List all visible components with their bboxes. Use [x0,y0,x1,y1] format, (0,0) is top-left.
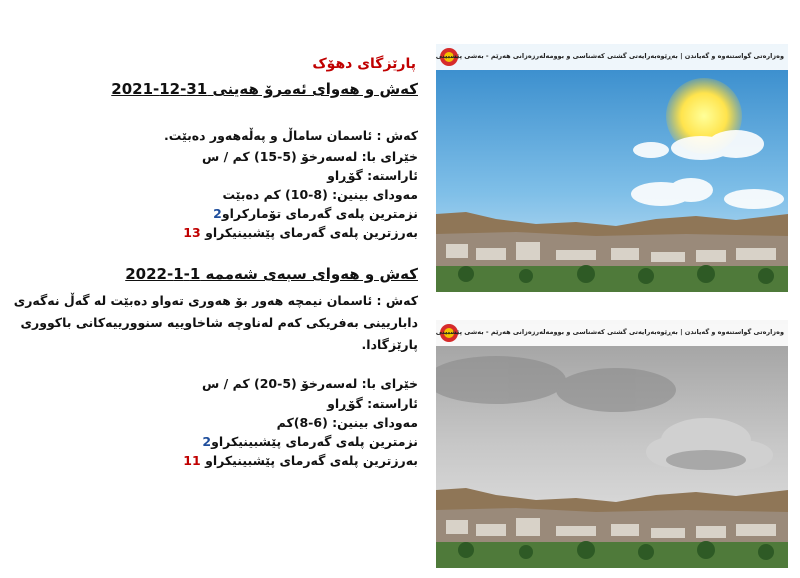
weather-photo-sunny [436,44,788,292]
day1-max-value: 13 [183,225,201,240]
day2-wind-direction: ئاراستە: گۆڕاو [327,396,418,411]
photo-banner: وەزارەتی گواستنەوە و گەیاندن | بەڕێوەبەرایەتی گشتی كەشناسی و بوومەلەرزەزانی هەرێم - بەشی پێشبینی [436,44,788,70]
day1-max-temp [183,225,418,240]
day1-wind-direction: ئاراستە: گۆڕاو [327,168,418,183]
photo-banner: وەزارەتی گواستنەوە و گەیاندن | بەڕێوەبەرایەتی گشتی كەشناسی و بوومەلەرزەزانی هەرێم - بەشی پێشبینی [436,320,788,346]
day1-min-value: 2 [213,206,222,221]
day2-weather: كەش : ئاسمان نیمچە هەور بۆ هەوری تەواو دەبێت لە گەڵ نەگەری داباریینی بەفریكی كەم لەناوچە شاخاوییە سنوورییەكانی باكووری پارێزگادا. [13,293,418,352]
day1-min-label: نزمترین پلەی گەرمای تۆماركراو [221,206,418,221]
province-title: پارێزگای دهۆک [312,56,416,72]
day2-max-temp [183,453,418,468]
day1-heading: كەش و هەوای ئەمرۆ هەینی 31-12-2021 [111,80,418,98]
day1-max-label: بەرزترین پلەی گەرمای پێشبینیكراو [205,225,418,240]
day1-weather: كەش : ئاسمان ساماڵ و پەڵەهەور دەبێت. [164,128,418,143]
weather-photo-cloudy [436,320,788,568]
day2-min-temp [202,434,418,449]
day2-wind: خێرای با: لەسەرخۆ (5-20) كم / س [202,376,418,391]
day2-visibility: مەودای بینین: (6-8)كم [276,415,418,430]
day1-visibility: مەودای بینین: (8-10) كم دەبێت [222,187,418,202]
day1-min-temp [213,206,418,221]
sunny-scene-illustration [436,44,788,292]
day2-min-label: نزمترین پلەی گەرمای پێشبینیكراو [211,434,418,449]
cloudy-scene-illustration [436,320,788,568]
day1-wind: خێرای با: لەسەرخۆ (5-15) كم / س [202,149,418,164]
day2-max-value: 11 [183,453,201,468]
day2-max-label: بەرزترین پلەی گەرمای پێشبینیكراو [205,453,418,468]
day2-heading: كەش و هەوای سبەی شەممە 1-1-2022 [125,265,418,283]
day2-min-value: 2 [202,434,212,449]
